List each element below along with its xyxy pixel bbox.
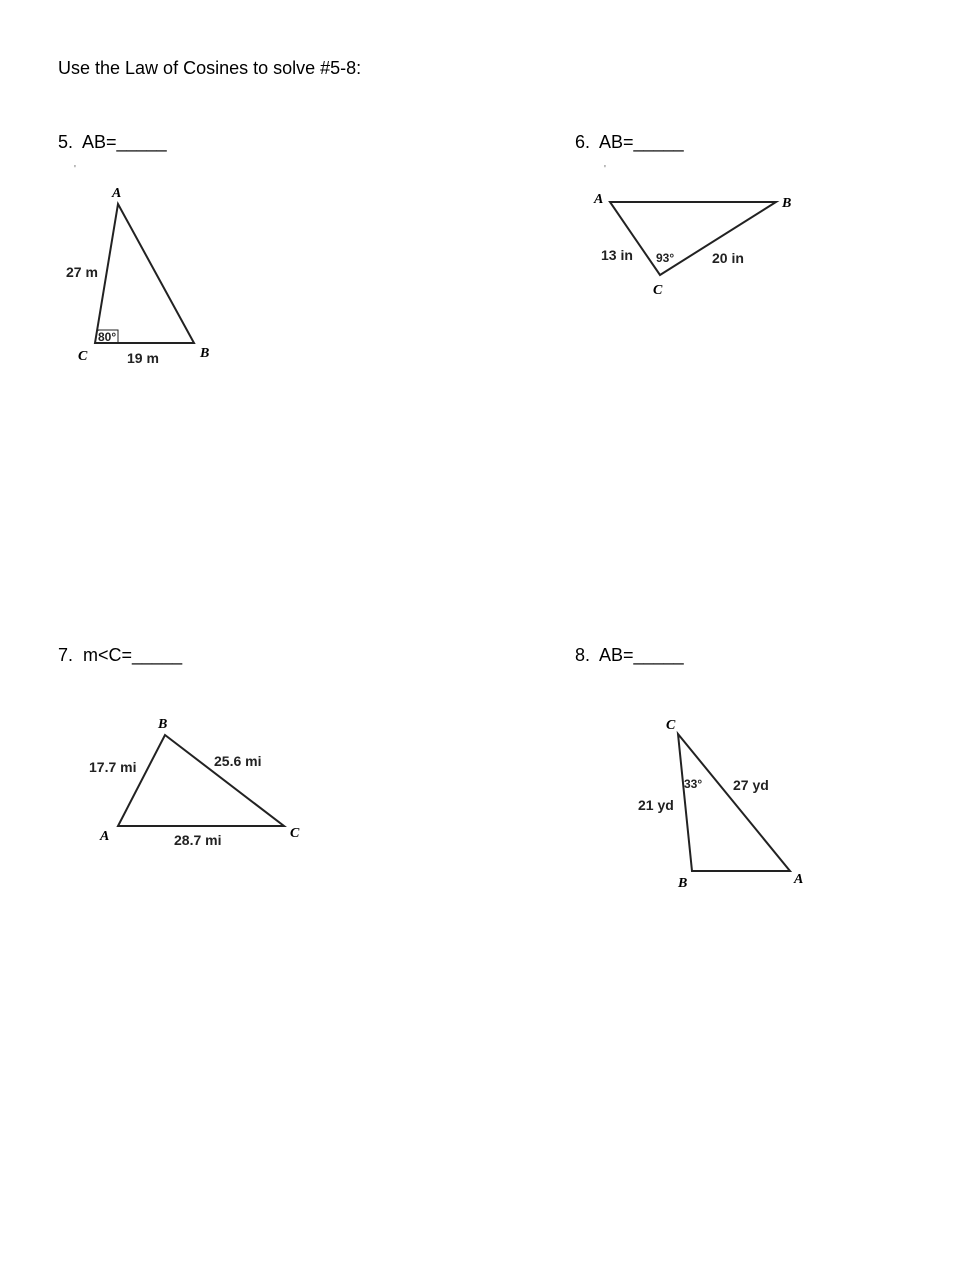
problem-6-label: 6. AB=_____	[575, 132, 684, 152]
triangle-5	[95, 204, 194, 343]
side-ca-length: 27 m	[66, 264, 98, 280]
problem-8-label: 8. AB=_____	[575, 645, 684, 665]
problem-5-label: 5. AB=_____	[58, 132, 167, 152]
vertex-b: B	[678, 876, 688, 891]
angle-c-measure: 80°	[98, 330, 117, 344]
triangle-7	[118, 735, 284, 826]
triangle-figure-5	[60, 164, 230, 380]
stray-mark: '	[604, 164, 606, 175]
vertex-a: A	[112, 186, 122, 201]
triangle-8	[678, 734, 790, 871]
triangle-figure-8	[630, 710, 830, 900]
vertex-a: A	[794, 872, 804, 887]
angle-c-measure: 33°	[684, 777, 703, 791]
vertex-c: C	[653, 283, 663, 298]
side-ac-length: 28.7 mi	[174, 832, 222, 848]
problem-7-label: 7. m<C=_____	[58, 645, 183, 665]
vertex-b: B	[782, 196, 792, 211]
vertex-c: C	[290, 826, 300, 841]
side-ca-length: 27 yd	[733, 777, 769, 793]
side-ac-length: 13 in	[601, 247, 633, 263]
side-bc-length: 25.6 mi	[214, 753, 262, 769]
angle-c-measure: 93°	[656, 251, 675, 265]
stray-mark: '	[74, 164, 76, 175]
vertex-b: B	[158, 717, 168, 732]
vertex-b: B	[200, 346, 210, 361]
triangle-figure-6	[590, 164, 810, 310]
side-cb-length: 21 yd	[638, 797, 674, 813]
triangle-6	[610, 202, 776, 275]
vertex-c: C	[78, 349, 88, 364]
instructions: Use the Law of Cosines to solve #5-8:	[58, 58, 362, 78]
vertex-a: A	[594, 192, 604, 207]
side-bc-length: 20 in	[712, 250, 744, 266]
vertex-c: C	[666, 718, 676, 733]
triangle-figure-7	[80, 710, 320, 860]
vertex-a: A	[100, 829, 110, 844]
side-ab-length: 17.7 mi	[89, 759, 137, 775]
side-cb-length: 19 m	[127, 350, 159, 366]
